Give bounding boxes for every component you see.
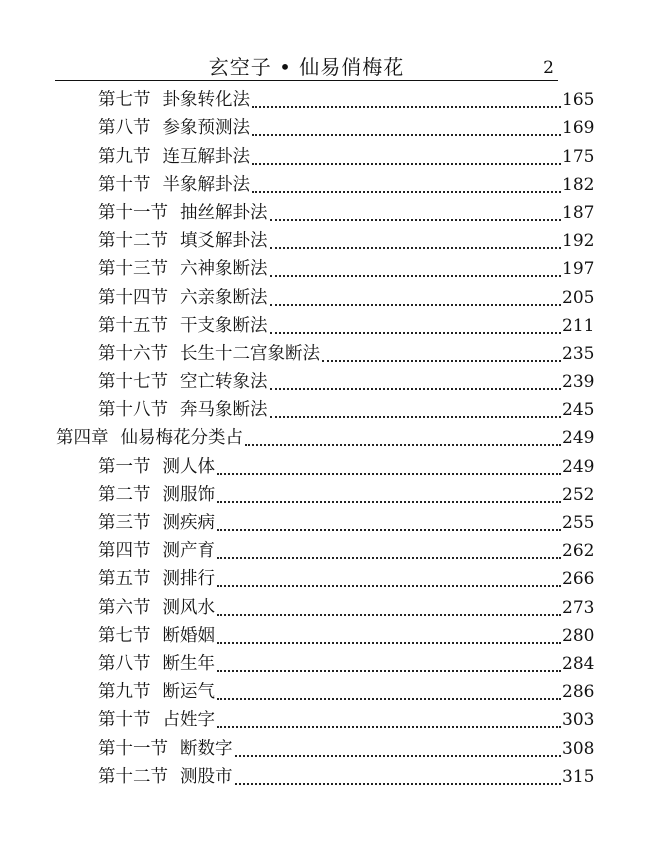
- book-title: 玄空子 • 仙易俏梅花: [208, 55, 405, 79]
- toc-entry-page: 245: [562, 400, 595, 421]
- toc-entry-page: 211: [562, 315, 595, 336]
- toc-entry-title: 干支象断法: [180, 315, 268, 336]
- toc-entry-title: 断婚姻: [162, 625, 215, 646]
- toc-entry-number: 第六节: [98, 597, 151, 618]
- toc-section-entry[interactable]: [0, 199, 650, 227]
- toc-entry-page: 315: [562, 766, 595, 787]
- toc-entry-title: 长生十二宫象断法: [180, 343, 320, 364]
- dot-leader: [217, 557, 561, 559]
- dot-leader: [270, 219, 562, 221]
- toc-entry-number: 第三节: [98, 513, 151, 533]
- toc-entry-page: 303: [562, 710, 595, 731]
- dot-leader: [252, 163, 561, 165]
- toc-entry-number: 第四章: [56, 428, 109, 449]
- toc-section-entry[interactable]: [0, 509, 650, 537]
- toc-entry-number: 第十二节: [98, 766, 168, 787]
- page-header: [55, 54, 558, 80]
- toc-entry-number: 第十一节: [98, 738, 168, 759]
- toc-entry-page: 249: [562, 428, 595, 449]
- toc-entry-page: 255: [562, 513, 595, 533]
- toc-entry-number: 第十二节: [98, 231, 168, 252]
- toc-entry-number: 第十三节: [98, 259, 168, 280]
- dot-leader: [217, 473, 561, 475]
- table-of-contents: [0, 86, 650, 791]
- toc-section-entry[interactable]: [0, 340, 650, 368]
- toc-entry-title: 测服饰: [162, 484, 215, 505]
- toc-entry-title: 仙易梅花分类占: [120, 428, 243, 449]
- toc-section-entry[interactable]: [0, 171, 650, 199]
- toc-entry-page: 205: [562, 287, 595, 308]
- toc-entry-page: 262: [562, 541, 595, 562]
- toc-entry-title: 参象预测法: [162, 118, 250, 139]
- toc-entry-number: 第十七节: [98, 372, 168, 393]
- toc-entry-title: 断运气: [162, 682, 215, 703]
- dot-leader: [217, 698, 561, 700]
- toc-entry-number: 第十节: [98, 174, 151, 195]
- toc-entry-number: 第二节: [98, 484, 151, 505]
- toc-entry-number: 第一节: [98, 456, 151, 477]
- toc-entry-number: 第十五节: [98, 315, 168, 336]
- toc-entry-title: 六神象断法: [180, 259, 268, 280]
- toc-section-entry[interactable]: [0, 368, 650, 396]
- dot-leader: [217, 642, 561, 644]
- toc-entry-page: 252: [562, 484, 595, 505]
- toc-entry-page: 273: [562, 597, 595, 618]
- toc-entry-page: 187: [562, 202, 595, 223]
- toc-section-entry[interactable]: [0, 255, 650, 283]
- toc-section-entry[interactable]: [0, 565, 650, 593]
- toc-section-entry[interactable]: [0, 142, 650, 170]
- toc-section-entry[interactable]: [0, 593, 650, 621]
- toc-entry-page: 192: [562, 231, 595, 252]
- toc-entry-title: 测风水: [162, 597, 215, 618]
- toc-section-entry[interactable]: [0, 312, 650, 340]
- toc-section-entry[interactable]: [0, 283, 650, 311]
- toc-entry-title: 半象解卦法: [162, 174, 250, 195]
- dot-leader: [270, 388, 562, 390]
- toc-entry-number: 第九节: [98, 146, 151, 167]
- toc-section-entry[interactable]: [0, 650, 650, 678]
- toc-entry-title: 测疾病: [162, 513, 215, 533]
- toc-section-entry[interactable]: [0, 622, 650, 650]
- toc-section-entry[interactable]: [0, 86, 650, 114]
- dot-leader: [270, 332, 562, 334]
- toc-entry-page: 284: [562, 653, 595, 674]
- toc-section-entry[interactable]: [0, 396, 650, 424]
- toc-entry-number: 第十四节: [98, 287, 168, 308]
- toc-section-entry[interactable]: [0, 227, 650, 255]
- toc-entry-page: 266: [562, 569, 595, 590]
- toc-entry-title: 断生年: [162, 653, 215, 674]
- dot-leader: [217, 585, 561, 587]
- dot-leader: [270, 304, 562, 306]
- toc-chapter-entry[interactable]: [0, 424, 650, 452]
- toc-entry-page: 197: [562, 259, 595, 280]
- dot-leader: [322, 360, 561, 362]
- toc-entry-title: 填爻解卦法: [180, 231, 268, 252]
- toc-section-entry[interactable]: [0, 537, 650, 565]
- toc-entry-page: 182: [562, 174, 595, 195]
- dot-leader: [270, 275, 562, 277]
- dot-leader: [252, 191, 561, 193]
- dot-leader: [217, 614, 561, 616]
- toc-section-entry[interactable]: [0, 452, 650, 480]
- toc-entry-number: 第八节: [98, 118, 151, 139]
- toc-entry-title: 测股市: [180, 766, 233, 787]
- toc-entry-number: 第十八节: [98, 400, 168, 421]
- toc-entry-number: 第七节: [98, 90, 151, 111]
- toc-entry-page: 235: [562, 343, 595, 364]
- toc-entry-number: 第五节: [98, 569, 151, 590]
- toc-entry-page: 175: [562, 146, 595, 167]
- page-number: 2: [543, 58, 554, 78]
- toc-entry-number: 第十节: [98, 710, 151, 731]
- toc-entry-number: 第十六节: [98, 343, 168, 364]
- dot-leader: [252, 106, 561, 108]
- toc-section-entry[interactable]: [0, 114, 650, 142]
- dot-leader: [270, 416, 562, 418]
- toc-entry-number: 第四节: [98, 541, 151, 562]
- toc-entry-page: 280: [562, 625, 595, 646]
- toc-entry-title: 六亲象断法: [180, 287, 268, 308]
- toc-section-entry[interactable]: [0, 678, 650, 706]
- toc-entry-title: 空亡转象法: [180, 372, 268, 393]
- toc-entry-title: 占姓字: [162, 710, 215, 731]
- toc-entry-page: 308: [562, 738, 595, 759]
- toc-entry-title: 测产育: [162, 541, 215, 562]
- toc-section-entry[interactable]: [0, 763, 650, 791]
- toc-entry-title: 测人体: [162, 456, 215, 477]
- toc-entry-title: 抽丝解卦法: [180, 202, 268, 223]
- toc-entry-page: 249: [562, 456, 595, 477]
- toc-entry-page: 169: [562, 118, 595, 139]
- dot-leader: [270, 247, 562, 249]
- toc-entry-number: 第八节: [98, 653, 151, 674]
- toc-entry-title: 奔马象断法: [180, 400, 268, 421]
- toc-entry-title: 测排行: [162, 569, 215, 590]
- toc-entry-title: 卦象转化法: [162, 90, 250, 111]
- toc-entry-page: 286: [562, 682, 595, 703]
- header-rule: [55, 80, 558, 81]
- toc-entry-number: 第十一节: [98, 202, 168, 223]
- dot-leader: [217, 726, 561, 728]
- toc-entry-number: 第九节: [98, 682, 151, 703]
- toc-section-entry[interactable]: [0, 706, 650, 734]
- toc-section-entry[interactable]: [0, 734, 650, 762]
- toc-entry-title: 连互解卦法: [162, 146, 250, 167]
- toc-section-entry[interactable]: [0, 481, 650, 509]
- dot-leader: [235, 783, 562, 785]
- toc-entry-page: 165: [562, 90, 595, 111]
- dot-leader: [245, 444, 561, 446]
- dot-leader: [217, 670, 561, 672]
- dot-leader: [217, 501, 561, 503]
- toc-entry-number: 第七节: [98, 625, 151, 646]
- dot-leader: [235, 755, 562, 757]
- toc-entry-title: 断数字: [180, 738, 233, 759]
- dot-leader: [217, 529, 561, 531]
- toc-entry-page: 239: [562, 372, 595, 393]
- dot-leader: [252, 134, 561, 136]
